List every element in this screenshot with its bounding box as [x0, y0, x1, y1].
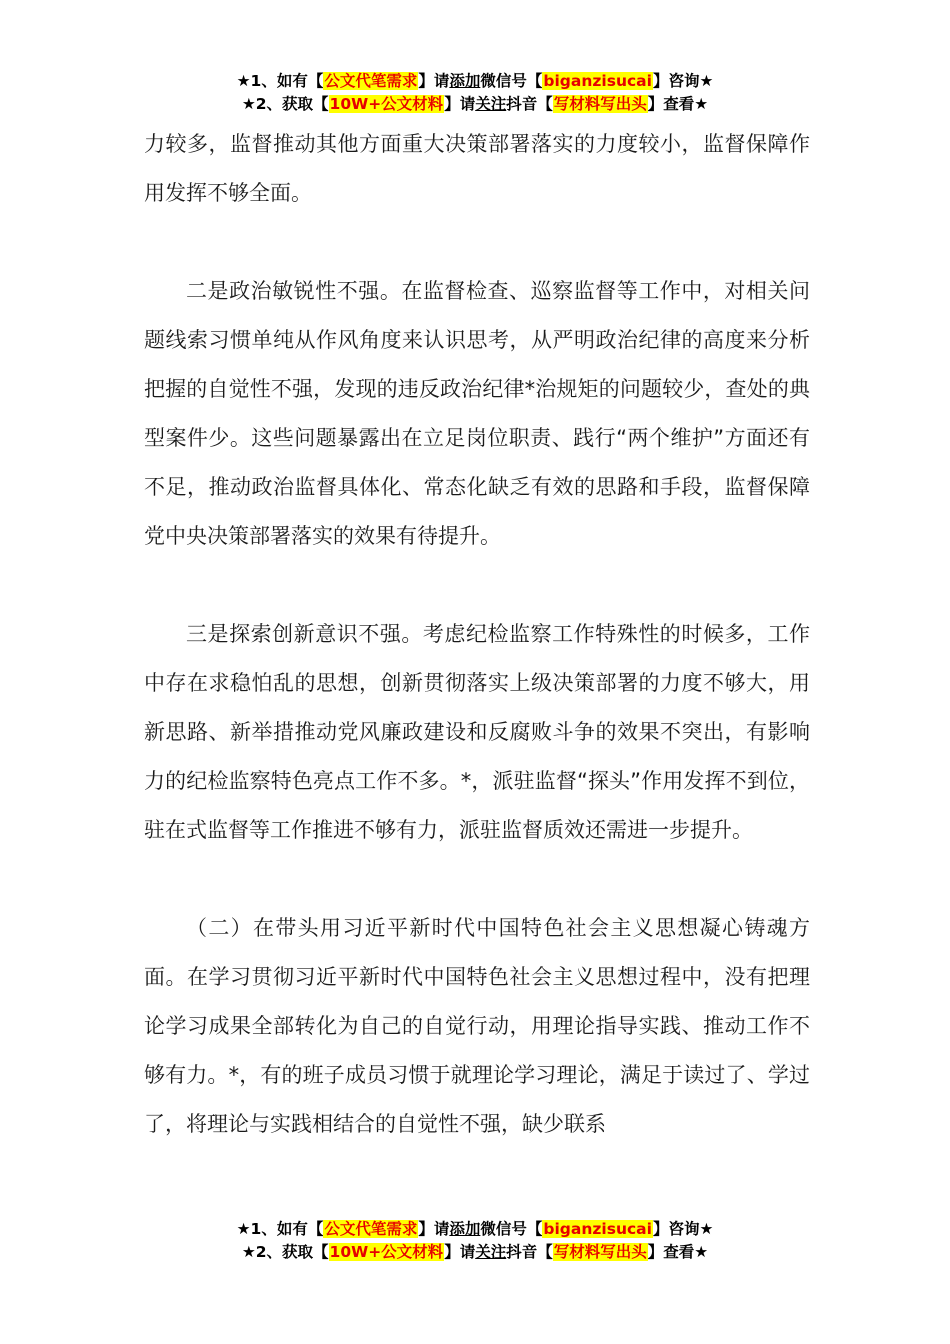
document-body — [144, 120, 810, 1149]
banner-underlined: 添加 — [449, 1220, 481, 1238]
banner-text: ★1、如有【 — [236, 72, 324, 90]
banner-text: 】请 — [418, 72, 450, 90]
banner-text: 】咨询★ — [652, 72, 714, 90]
banner-text: ★2、获取【 — [241, 95, 329, 113]
banner-text: 抖音【 — [506, 95, 553, 113]
banner-highlight: 10W+公文材料 — [329, 95, 444, 113]
banner-highlight: biganzisucai — [543, 1220, 652, 1238]
paragraph-section-two: （二）在带头用习近平新时代中国特色社会主义思想凝心铸魂方面。在学习贯彻习近平新时代中国特色社会主义思想过程中，没有把理论学习成果全部转化为自己的自觉行动，用理论指导实践、推动工作不够有力。*，有的班子成员习惯于就理论学习理论，满足于读过了、学过了，将理论与实践相结合的自觉性不强，缺少联系 — [144, 916, 810, 1136]
banner-text: 微信号【 — [480, 72, 543, 90]
banner-underlined: 添加 — [449, 72, 481, 90]
header-banner — [0, 70, 950, 116]
banner-text: 】请 — [444, 95, 476, 113]
banner-highlight: 写材料写出头 — [553, 95, 647, 113]
banner-underlined: 关注 — [475, 95, 507, 113]
banner-text: 】查看★ — [647, 1243, 709, 1261]
banner-text: 】请 — [418, 1220, 450, 1238]
paragraph-political-sensitivity: 二是政治敏锐性不强。在监督检查、巡察监督等工作中，对相关问题线索习惯单纯从作风角度来认识思考，从严明政治纪律的高度来分析把握的自觉性不强，发现的违反政治纪律*治规矩的问题较少，查处的典型案件少。这些问题暴露出在立足岗位职责、践行“两个维护”方面还有不足，推动政治监督具体化、常态化缺乏有效的思路和手段，监督保障党中央决策部署落实的效果有待提升。 — [144, 279, 810, 548]
paragraph-gap — [144, 855, 810, 904]
banner-line-1 — [0, 1218, 950, 1241]
banner-highlight: 公文代笔需求 — [324, 1220, 418, 1238]
banner-text: 】查看★ — [647, 95, 709, 113]
banner-underlined: 关注 — [475, 1243, 507, 1261]
banner-line-1 — [0, 70, 950, 93]
paragraph-innovation: 三是探索创新意识不强。考虑纪检监察工作特殊性的时候多，工作中存在求稳怕乱的思想，创新贯彻落实上级决策部署的力度不够大，用新思路、新举措推动党风廉政建设和反腐败斗争的效果不突出，有影响力的纪检监察特色亮点工作不多。*，派驻监督“探头”作用发挥不到位，驻在式监督等工作推进不够有力，派驻监督质效还需进一步提升。 — [144, 622, 810, 842]
banner-text: 】咨询★ — [652, 1220, 714, 1238]
banner-text: 】请 — [444, 1243, 476, 1261]
banner-highlight: 写材料写出头 — [553, 1243, 647, 1261]
paragraph-gap — [144, 218, 810, 267]
banner-text: 抖音【 — [506, 1243, 553, 1261]
paragraph-gap — [144, 561, 810, 610]
footer-banner — [0, 1218, 950, 1264]
banner-text: ★2、获取【 — [241, 1243, 329, 1261]
banner-line-2 — [0, 93, 950, 116]
paragraph-continued: 力较多，监督推动其他方面重大决策部署落实的力度较小，监督保障作用发挥不够全面。 — [144, 132, 810, 205]
banner-line-2 — [0, 1241, 950, 1264]
banner-highlight: 10W+公文材料 — [329, 1243, 444, 1261]
banner-highlight: biganzisucai — [543, 72, 652, 90]
banner-highlight: 公文代笔需求 — [324, 72, 418, 90]
banner-text: 微信号【 — [480, 1220, 543, 1238]
banner-text: ★1、如有【 — [236, 1220, 324, 1238]
